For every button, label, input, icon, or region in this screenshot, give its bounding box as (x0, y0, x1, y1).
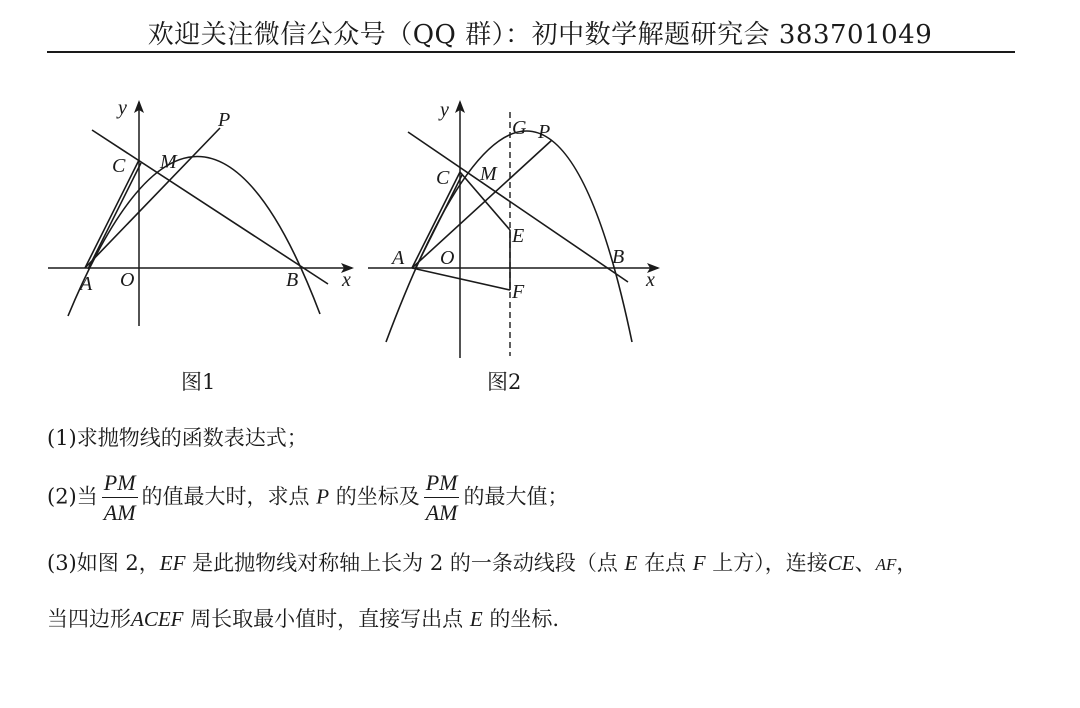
fig1-label-c: C (112, 155, 126, 177)
fig2-label-x: x (646, 269, 655, 291)
figure-1-caption: 图1 (181, 370, 216, 394)
fig1-line-bc (92, 130, 328, 284)
fig2-line-af (412, 268, 510, 290)
question-3-part4: 上方），连接 (712, 551, 828, 575)
fraction-numerator: PM (102, 472, 138, 498)
question-2-prefix: (2)当 (47, 484, 98, 509)
question-3-part2: 是此抛物线对称轴上长为 2 的一条动线段（点 (192, 551, 618, 575)
question-1-text: (1)求抛物线的函数表达式； (47, 426, 308, 450)
fig1-label-x: x (342, 269, 351, 291)
variable-e-2: E (469, 607, 483, 631)
figure-2-diagram (360, 88, 670, 363)
variable-p: P (316, 484, 330, 509)
fig2-label-c: C (436, 167, 450, 189)
question-3-cont-part1: 当四边形 (47, 607, 131, 631)
fig1-label-m: M (160, 151, 177, 173)
fig2-label-e: E (512, 225, 525, 247)
fig1-label-o: O (120, 269, 135, 291)
fraction-pm-over-am-2 (424, 472, 460, 524)
question-2 (47, 472, 568, 524)
question-2-mid1: 的值最大时，求点 (141, 484, 310, 509)
variable-e: E (624, 551, 638, 575)
variable-ef: EF (159, 551, 186, 575)
fig2-parabola (386, 131, 632, 342)
fig2-label-m: M (480, 163, 497, 185)
variable-ce: CE (827, 551, 855, 575)
variable-f: F (692, 551, 706, 575)
fig2-label-b: B (612, 246, 625, 268)
fig2-line-ap (412, 140, 552, 268)
fig1-label-y: y (118, 97, 127, 119)
fig1-label-a: A (80, 273, 93, 295)
fig2-label-y: y (440, 99, 449, 121)
question-3-cont-part2: 周长取最小值时，直接写出点 (190, 607, 464, 631)
variable-af: AF (875, 555, 897, 574)
page-header-title: 欢迎关注微信公众号（QQ 群）：初中数学解题研究会 383701049 (147, 20, 933, 50)
fig2-label-o: O (440, 247, 455, 269)
question-2-suffix: 的最大值； (463, 484, 569, 509)
fig2-label-g: G (512, 117, 527, 139)
fraction-denominator: AM (425, 500, 458, 525)
question-3-cont-part3: 的坐标. (489, 607, 560, 631)
header-divider (47, 51, 1015, 53)
fig1-line-ap (85, 128, 220, 268)
question-3-part3: 在点 (644, 551, 687, 575)
fig1-label-b: B (286, 269, 299, 291)
fig2-label-a: A (392, 247, 405, 269)
question-3-continued (47, 609, 559, 630)
question-3 (47, 553, 917, 574)
fraction-denominator: AM (103, 500, 136, 525)
question-3-part1: (3)如图 2， (47, 551, 160, 575)
fig2-label-f: F (512, 281, 525, 303)
fig2-line-ac-inner (415, 175, 462, 269)
question-3-part6: ， (896, 551, 918, 575)
question-1 (47, 428, 308, 449)
figure-2-caption: 图2 (487, 370, 522, 394)
fraction-pm-over-am (102, 472, 138, 524)
variable-acef: ACEF (131, 607, 184, 631)
fig1-label-p: P (218, 109, 231, 131)
question-3-part5: 、 (854, 551, 876, 575)
fig1-parabola (68, 156, 320, 316)
fig1-line-ac-inner (88, 163, 141, 269)
fraction-numerator: PM (424, 472, 460, 498)
figure-1-diagram (40, 88, 370, 338)
question-2-mid2: 的坐标及 (335, 484, 420, 509)
fig2-label-p: P (538, 121, 551, 143)
